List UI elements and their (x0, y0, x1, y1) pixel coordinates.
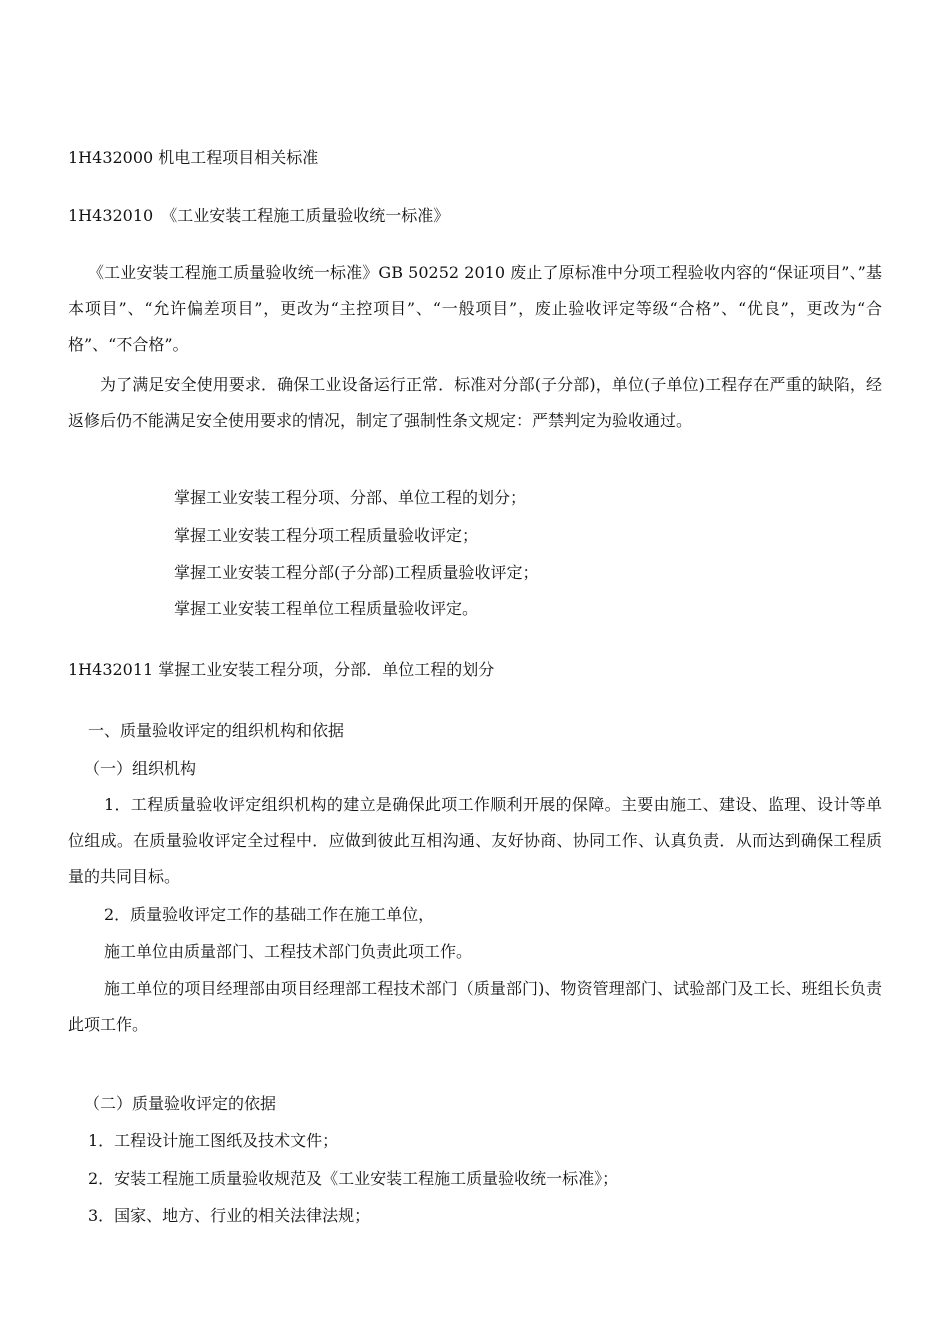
objective-item: 掌握工业安装工程分项、分部、单位工程的划分； (174, 488, 527, 507)
org-item-2-detail: 施工单位由质量部门、工程技术部门负责此项工作。 (104, 942, 473, 961)
org-item-2-project-dept: 施工单位的项目经理部由项目经理部工程技术部门（质量部门)、物资管理部门、试验部门及工长、班组长负责此项工作。 (68, 979, 882, 1034)
org-structure-heading: （一）组织机构 (84, 759, 197, 778)
basis-item: 3．国家、地方、行业的相关法律法规； (88, 1206, 371, 1225)
objective-item: 掌握工业安装工程分部(子分部)工程质量验收评定； (174, 563, 539, 582)
part1-heading: 一、质量验收评定的组织机构和依据 (88, 721, 345, 740)
objective-item: 掌握工业安装工程分项工程质量验收评定； (174, 526, 479, 545)
main-heading: 1H432000 机电工程项目相关标准 (68, 148, 319, 167)
section-heading: 1H432010 《工业安装工程施工质量验收统一标准》 (68, 206, 450, 225)
intro-paragraph: 《工业安装工程施工质量验收统一标准》GB 50252 2010 废止了原标准中分项工程验收内容的“保证项目”、”基本项目”、“允许偏差项目”，更改为“主控项目”、“一般项目”，废止验收评定等级“合格”、“优良”，更改为“合格”、“不合格”。 (68, 263, 882, 354)
org-item-2: 2．质量验收评定工作的基础工作在施工单位， (104, 905, 435, 924)
basis-item: 1．工程设计施工图纸及技术文件； (88, 1131, 339, 1150)
org-item-1: 1．工程质量验收评定组织机构的建立是确保此项工作顺利开展的保障。主要由施工、建设、监理、设计等单位组成。在质量验收评定全过程中．应做到彼此互相沟通、友好协商、协同工作、认真负责．从而达到确保工程质量的共同目标。 (68, 795, 882, 886)
safety-paragraph: 为了满足安全使用要求．确保工业设备运行正常．标准对分部(子分部)，单位(子单位)工程存在严重的缺陷，经返修后仍不能满足安全使用要求的情况，制定了强制性条文规定：严禁判定为验收通过。 (68, 375, 882, 430)
objective-item: 掌握工业安装工程单位工程质量验收评定。 (174, 599, 479, 618)
basis-item: 2．安装工程施工质量验收规范及《工业安装工程施工质量验收统一标准》； (88, 1169, 619, 1188)
subsection-heading: 1H432011 掌握工业安装工程分项，分部．单位工程的划分 (68, 660, 495, 679)
basis-heading: （二）质量验收评定的依据 (84, 1094, 277, 1113)
